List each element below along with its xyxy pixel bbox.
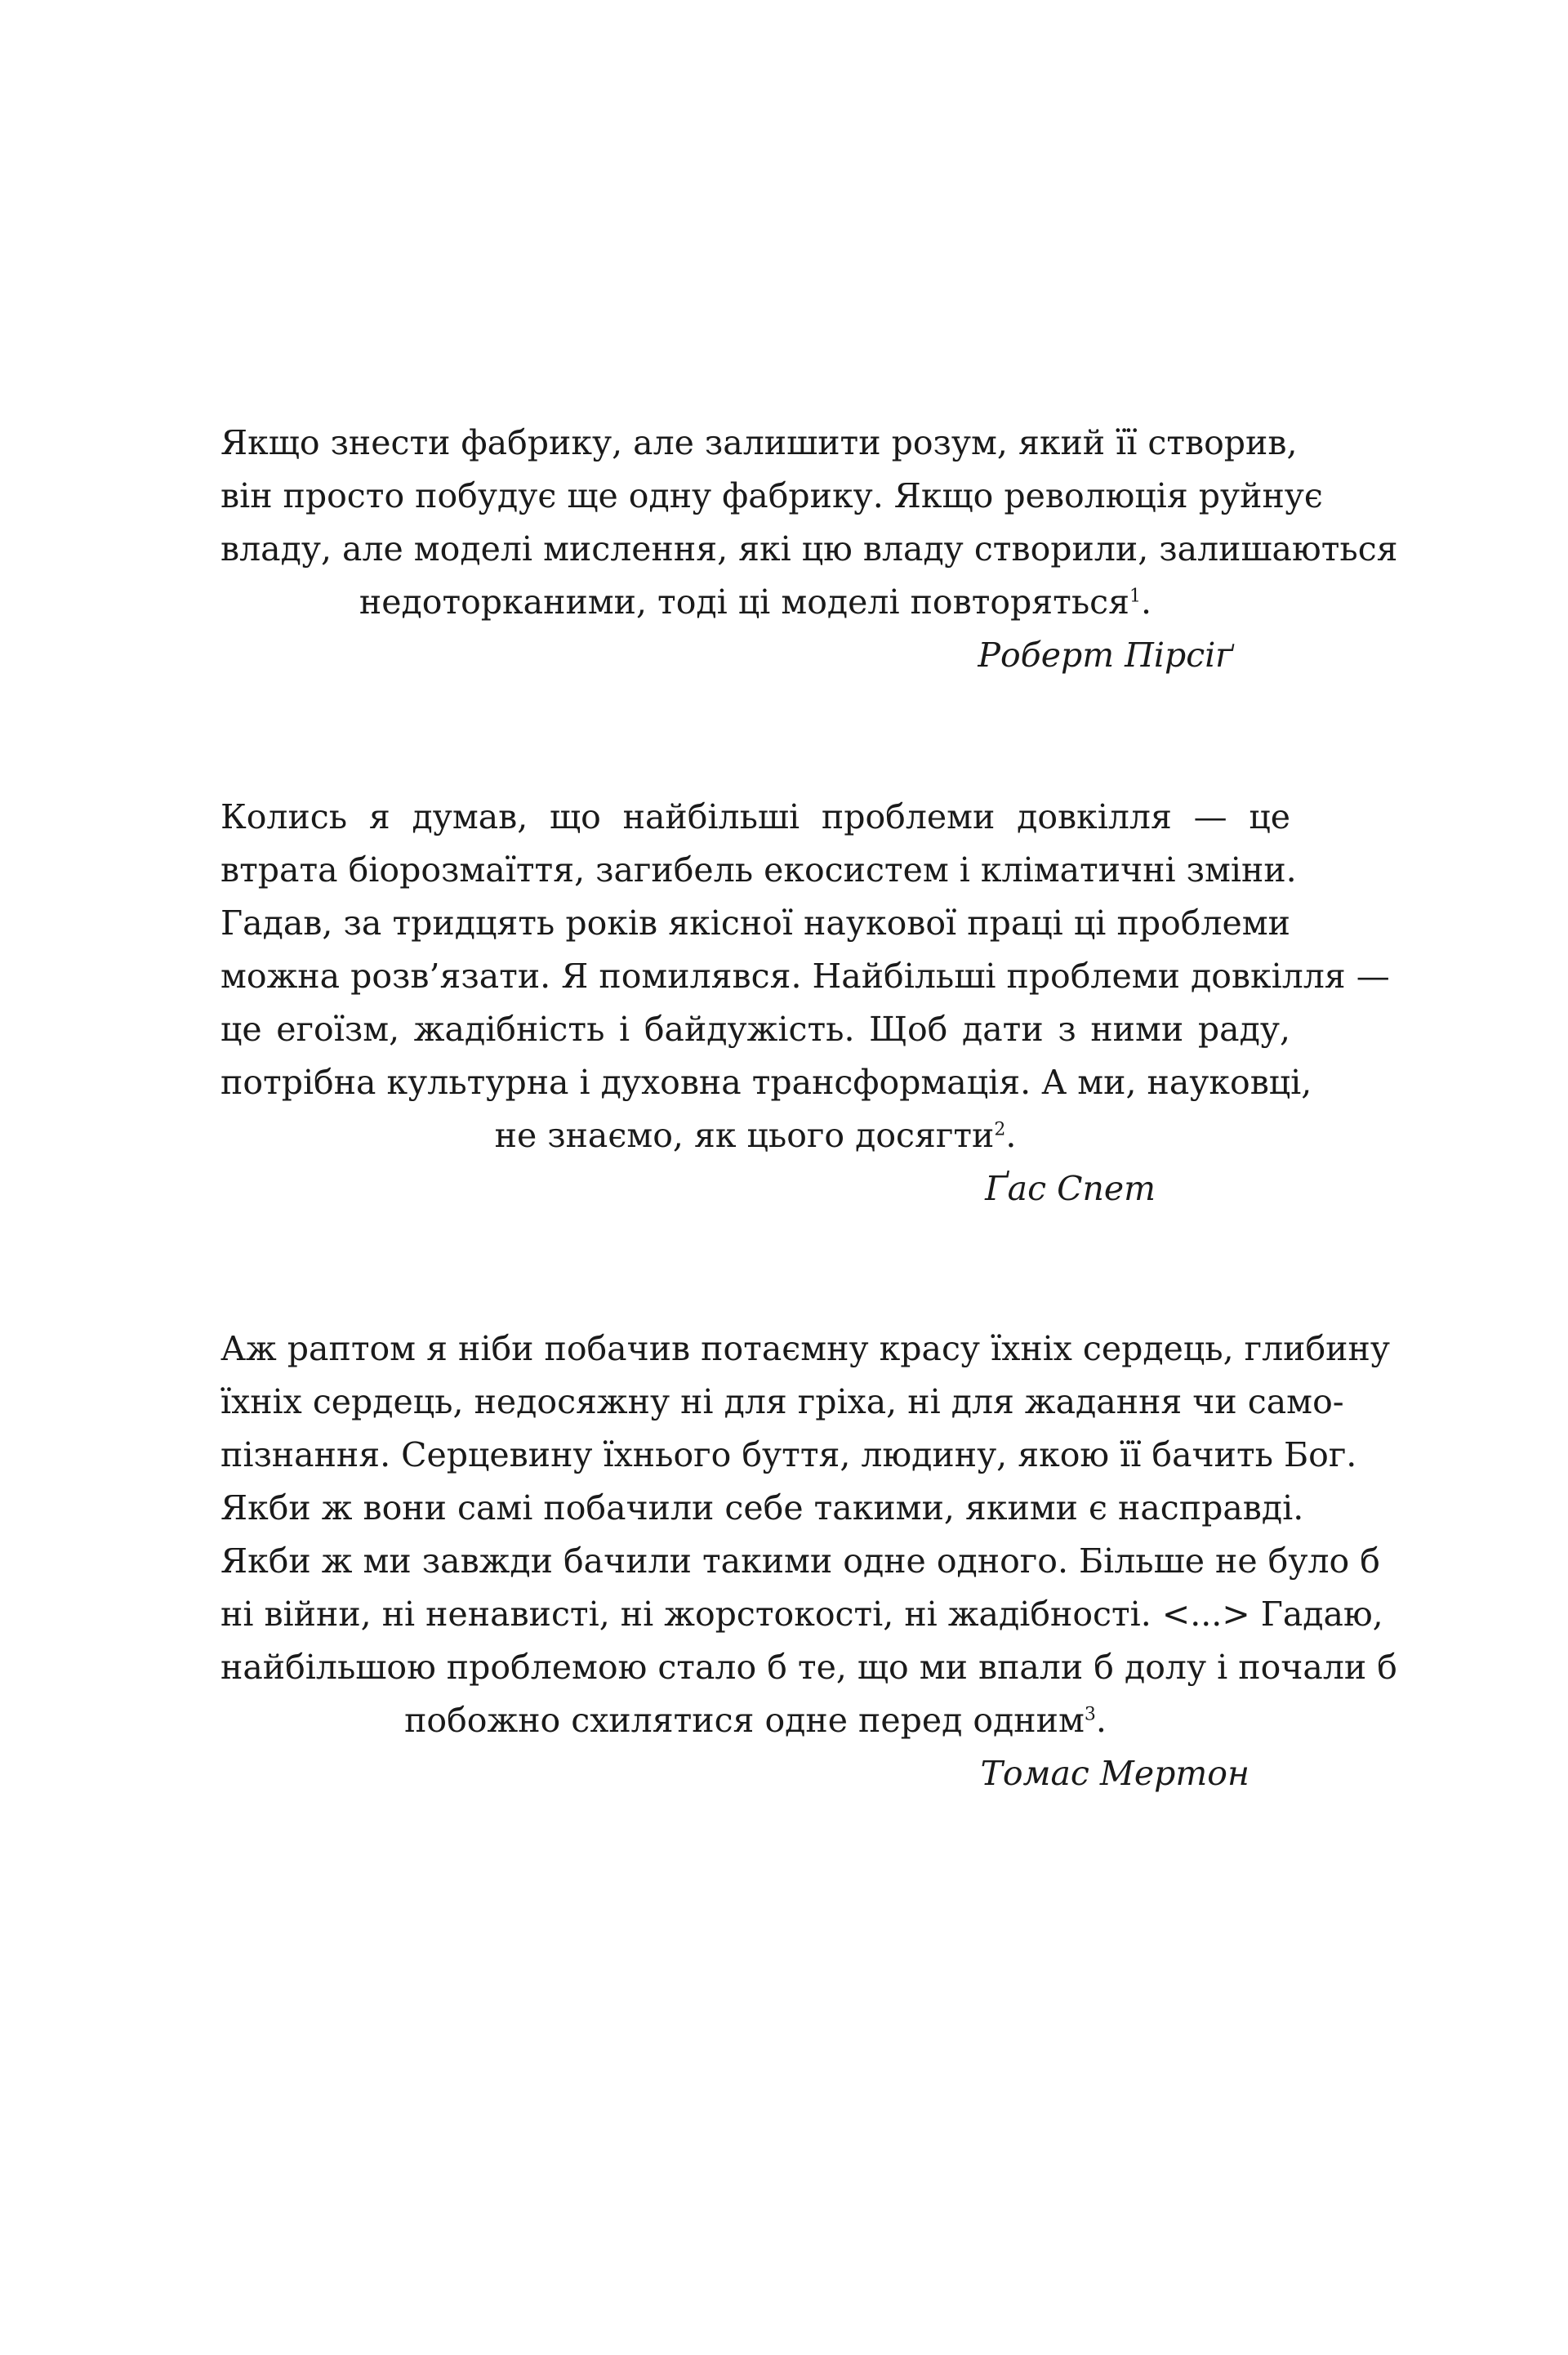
quote-text: не знаємо, як цього досягти [494,1116,995,1155]
quote-author: Томас Мертон [980,1754,1250,1793]
quote-line-last: недоторканими, тоді ці моделі повторяться$^1$. [359,582,1152,622]
footnote-marker: 1 [1129,586,1142,607]
quote-line: ні війни, ні ненависті, ні жорстокості, ні жадібності. <...> Гадаю, [220,1595,1383,1634]
quote-line: їхніх сердець, недосяжну ні для гріха, ні для жадання чи само- [220,1382,1344,1421]
quote-line: Якби ж ми завжди бачили такими одне одного. Більше не було б [220,1541,1380,1581]
quote-line-last: не знаємо, як цього досягти$^2$. [494,1116,1017,1155]
quote-author: Роберт Пірсіґ [978,636,1233,675]
quote-line: втрата біорозмаїття, загибель екосистем і кліматичні зміни. [220,850,1297,890]
quote-line: Гадав, за тридцять років якісної наукової праці ці проблеми [220,903,1290,943]
epigraph [220,417,1398,682]
epigraph [220,791,1390,1215]
quote-text: побожно схилятися одне перед одним [404,1701,1085,1740]
quote-line: він просто побудує ще одну фабрику. Якщо революція руйнує [220,476,1323,515]
epigraph [220,1322,1397,1800]
quote-line: можна розв’язати. Я помилявся. Найбільші проблеми довкілля — [220,957,1390,996]
quote-line: найбільшою проблемою стало б те, що ми впали б долу і почали б [220,1648,1397,1687]
quote-line: це егоїзм, жадібність і байдужість. Щоб дати з ними раду, [220,1010,1290,1049]
quote-line: Аж раптом я ніби побачив потаємну красу їхніх сердець, глибину [220,1329,1390,1368]
quote-line: владу, але моделі мислення, які цю владу створили, залишаються [220,529,1398,569]
quote-line: пізнання. Серцевину їхнього буття, людину, якою її бачить Бог. [220,1435,1357,1474]
quote-line: Колись я думав, що найбільші проблеми довкілля — це [220,797,1290,836]
quote-author: Ґас Спет [985,1169,1156,1208]
quote-line: Якби ж вони самі побачили себе такими, якими є насправді. [220,1488,1304,1528]
quote-line: Якщо знести фабрику, але залишити розум, який її створив, [220,423,1298,462]
quote-line-last: побожно схилятися одне перед одним$^3$. [404,1701,1107,1740]
quote-line: потрібна культурна і духовна трансформація. А ми, науковці, [220,1063,1312,1102]
footnote-marker: 3 [1084,1704,1096,1725]
footnote-marker: 2 [994,1119,1006,1140]
quote-text: недоторканими, тоді ці моделі повторяться [359,582,1130,622]
